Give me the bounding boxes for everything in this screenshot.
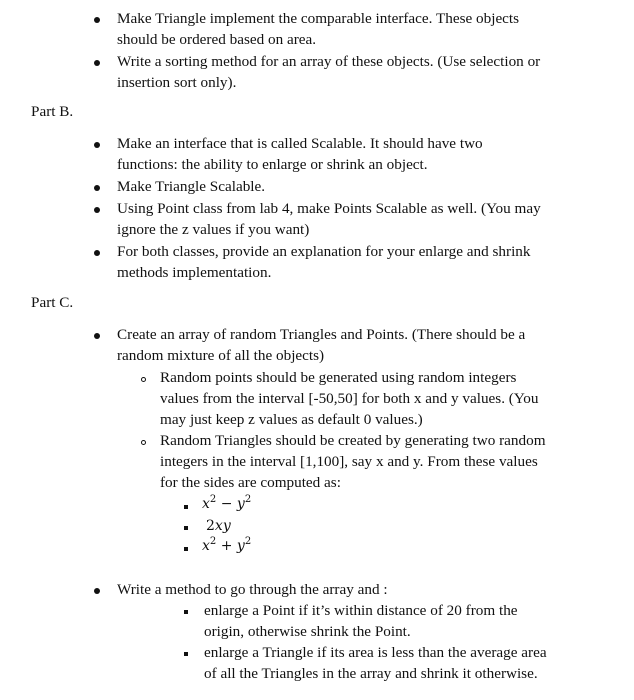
partc-sub-3-line-1: enlarge a Point if it’s within distance of 20 from the [204,602,518,619]
parta-item-2-line-1: Write a sorting method for an array of these objects. (Use selection or [117,53,541,70]
partc-sub-1-line-2: values from the interval [-50,50] for both x and y values. (You [160,390,539,407]
partb-item-2-line-1: Make Triangle Scalable. [117,178,266,195]
formula-y: y [236,538,245,554]
bullet-icon [94,60,100,66]
parta-item-1-line-2: should be ordered based on area. [117,31,317,48]
formula-x: x [202,496,210,512]
square-bullet-icon [184,547,188,551]
formula-plus: + [216,538,237,554]
partc-item-1-line-2: random mixture of all the objects) [117,347,325,364]
parta-item-1-line-1: Make Triangle implement the comparable interface. These objects [117,10,520,27]
square-bullet-icon [184,652,188,656]
formula-xy: xy [214,518,231,534]
formula-minus: − [216,496,237,512]
square-bullet-icon [184,505,188,509]
partb-heading: Part B. [31,103,74,120]
formula-x2-plus-y2 [202,536,251,557]
partc-sub-2-line-1: Random Triangles should be created by generating two random [160,432,546,449]
formula-exp: 2 [244,536,252,547]
formula-exp: 2 [209,536,217,547]
partb-item-4-line-2: methods implementation. [117,264,272,281]
partb-item-3-line-1: Using Point class from lab 4, make Points Scalable as well. (You may [117,200,541,217]
partb-item-1-line-1: Make an interface that is called Scalable. It should have two [117,135,483,152]
parta-item-2-line-2: insertion sort only). [117,74,237,91]
partc-item-2-line-1: Write a method to go through the array and : [117,581,388,598]
bullet-icon [94,250,100,256]
partc-heading: Part C. [31,294,74,311]
bullet-icon [94,142,100,148]
square-bullet-icon [184,526,188,530]
partc-sub-1-line-1: Random points should be generated using random integers [160,369,517,386]
square-bullet-icon [184,610,188,614]
partc-sub-1-line-3: may just keep z values as default 0 values.) [160,411,423,428]
hollow-bullet-icon [141,440,146,445]
bullet-icon [94,17,100,23]
bullet-icon [94,207,100,213]
partb-item-3-line-2: ignore the z values if you want) [117,221,310,238]
bullet-icon [94,185,100,191]
partc-sub-2-line-2: integers in the interval [1,100], say x and y. From these values [160,453,538,470]
partb-item-1-line-2: functions: the ability to enlarge or shrink an object. [117,156,428,173]
formula-exp: 2 [244,494,252,505]
partc-sub-2-line-3: for the sides are computed as: [160,474,341,491]
hollow-bullet-icon [141,377,146,382]
formula-y: y [236,496,245,512]
formula-x2-minus-y2 [202,494,251,515]
bullet-icon [94,333,100,339]
partb-item-4-line-1: For both classes, provide an explanation for your enlarge and shrink [117,243,531,260]
formula-exp: 2 [209,494,217,505]
partc-sub-3-line-2: origin, otherwise shrink the Point. [204,623,411,640]
partc-sub-4-line-1: enlarge a Triangle if its area is less than the average area [204,644,547,661]
formula-x: x [202,538,210,554]
bullet-icon [94,588,100,594]
formula-two: 2 [206,518,215,534]
formula-2xy [206,516,231,537]
partc-sub-4-line-2: of all the Triangles in the array and shrink it otherwise. [204,665,538,682]
partc-item-1-line-1: Create an array of random Triangles and Points. (There should be a [117,326,526,343]
